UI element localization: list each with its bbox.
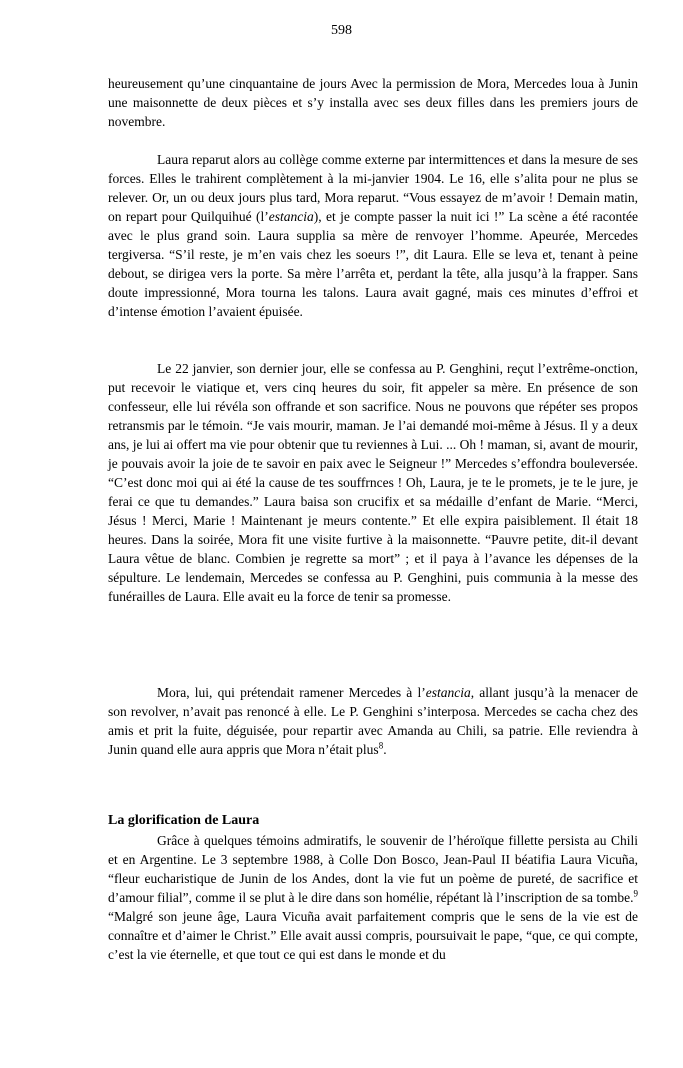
text-run: “Malgré son jeune âge, Laura Vicuña avait parfaitement compris que le sens de la vie est de connaître et d’aimer le Christ.” Elle avait aussi compris, poursuivait le pape, “que, ce qui compte, c’est la vie éternelle, et que tout ce qui est dans le monde et du <box>108 909 638 962</box>
paragraph <box>108 683 638 759</box>
paragraph-text <box>108 150 638 321</box>
text-run: ), et je compte passer la nuit ici !” La scène a été racontée avec le plus grand soin. Laura supplia sa mère de renvoyer l’homme. Apeurée, Mercedes tergiversa. “S’il reste, je m’en vais chez les soeurs !”, dit Laura. Elle se leva et, tenant à peine debout, se dirigea vers la porte. Sa mère l’arrêta et, perdant la tête, alla jusqu’à la frapper. Sans doute impressionné, Mora tourna les talons. Laura avait gagné, mais ces minutes d’effroi et d’intense émotion l’avaient épuisée. <box>108 209 638 319</box>
text-run: Le 22 janvier, son dernier jour, elle se confessa au P. Genghini, reçut l’extrême-onction, put recevoir le viatique et, vers cinq heures du soir, fit appeler sa mère. En présence de son confesseur, elle lui révéla son offrande et son sacrifice. Nous ne pouvons que répéter ses propos retransmis par le témoin. “Je vais mourir, maman. Je l’ai demandé moi-même à Jésus. Il y a deux ans, je lui ai offert ma vie pour obtenir que tu reviennes à Lui. ... Oh ! maman, si, avant de mourir, je pouvais avoir la joie de te savoir en paix avec le Seigneur !” Mercedes s’effondra bouleversée. “C’est donc moi qui ai été la cause de tes souffrnces ! Oh, Laura, je te le promets, je te le jure, je ferai ce que tu demandes.” Laura baisa son crucifix et sa médaille d’enfant de Marie. “Merci, Jésus ! Merci, Marie ! Maintenant je meurs contente.” Et elle expira paisiblement. Il était 18 heures. Dans la soirée, Mora fit une visite furtive à la maisonnette. “Pauvre petite, dit-il devant Laura vêtue de blanc. Combien je regrette sa mort” ; et il paya à l’avance les dépenses de la sépulture. Le lendemain, Mercedes se confessa au P. Genghini, puis communia à la messe des funérailles de Laura. Elle avait eu la force de tenir sa promesse. <box>108 361 638 604</box>
paragraph-text <box>108 831 638 964</box>
paragraph-text <box>108 683 638 759</box>
paragraph <box>108 831 638 964</box>
paragraph <box>108 359 638 606</box>
footnote-ref: 8 <box>378 740 384 751</box>
text-run: , allant jusqu’à la menacer de son revolver, n’avait pas renoncé à elle. Le P. Genghini s’interposa. Mercedes se cacha chez des amis et prit la fuite, déguisée, pour repartir avec Amanda au Chili, sa patrie. Elle reviendra à Junin quand elle aura appris que Mora n’était plus <box>108 685 638 757</box>
italic-text-run: estancia <box>425 685 471 700</box>
text-run: Grâce à quelques témoins admiratifs, le souvenir de l’héroïque fillette persista au Chili et en Argentine. Le 3 septembre 1988, à Colle Don Bosco, Jean-Paul II béatifia Laura Vicuña, “fleur eucharistique de Junin de los Andes, dont la vie fut un poème de pureté, de sacrifice et d’amour filial”, comme il se plut à le dire dans son homélie, répétant là l’inscription de sa tombe. <box>108 833 638 905</box>
paragraph <box>108 150 638 321</box>
paragraph-text <box>108 359 638 606</box>
paragraph <box>108 74 638 131</box>
page-number: 598 <box>331 23 352 38</box>
text-run: . <box>383 742 387 757</box>
paragraph-text <box>108 74 638 131</box>
footnote-ref: 9 <box>633 888 638 899</box>
text-run: Mora, lui, qui prétendait ramener Mercedes à l’ <box>157 685 426 700</box>
section-heading: La glorification de Laura <box>108 813 260 828</box>
italic-text-run: estancia <box>268 209 314 224</box>
text-run: Laura reparut alors au collège comme externe par intermittences et dans la mesure de ses forces. Elles le trahirent complètement à la mi-janvier 1904. Le 16, elle s’alita pour ne plus se relever. Or, un ou deux jours plus tard, Mora reparut. “Vous essayez de m’avoir ! Demain matin, on repart pour Quilquihué (l’ <box>108 152 638 224</box>
text-run: heureusement qu’une cinquantaine de jours Avec la permission de Mora, Mercedes loua à Junin une maisonnette de deux pièces et s’y installa avec ses deux filles dans les premiers jours de novembre. <box>108 76 638 129</box>
